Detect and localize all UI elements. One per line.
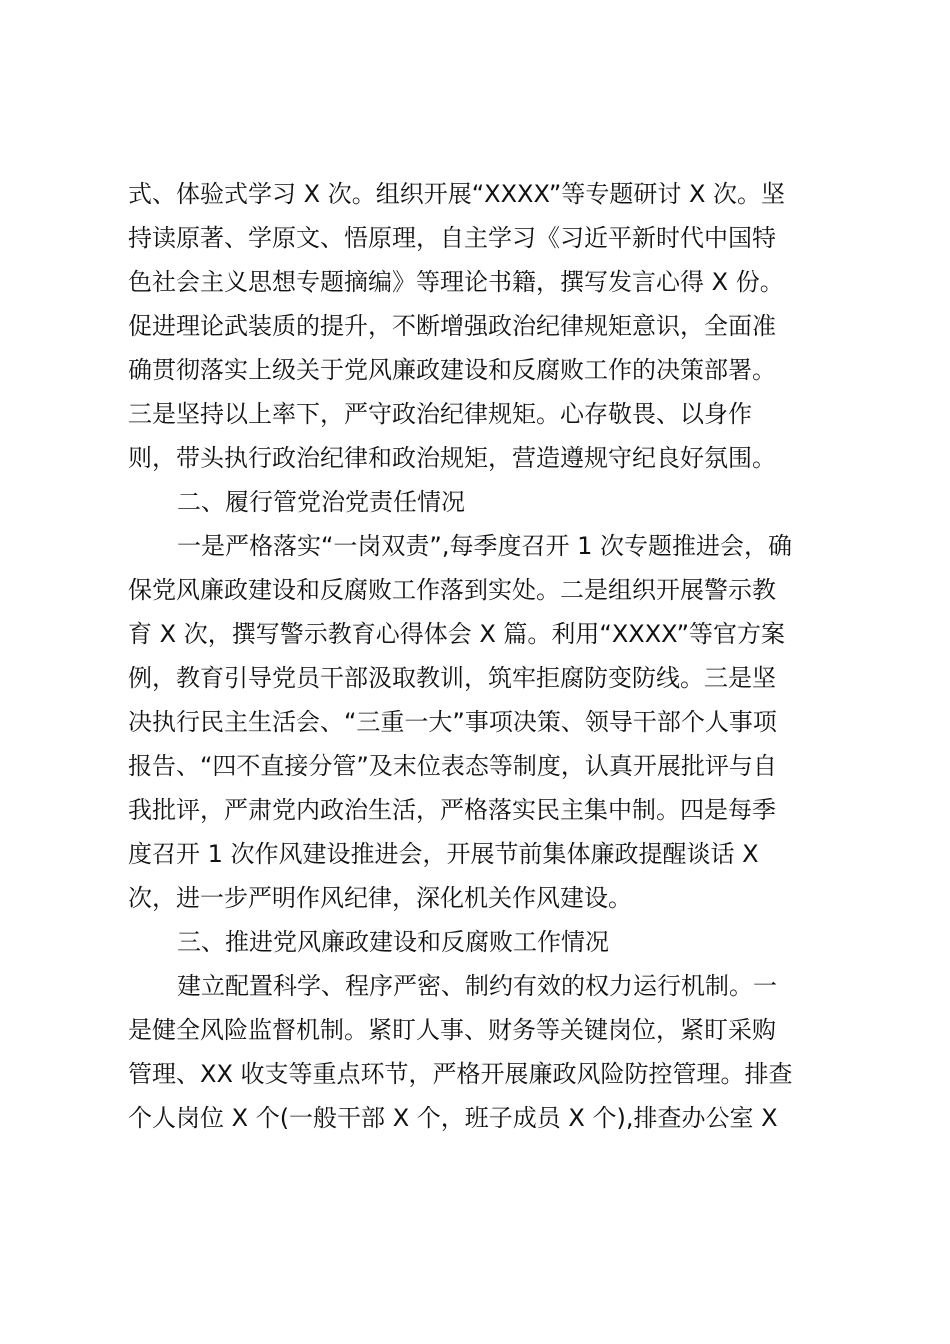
text-line-11: 育 X 次，撰写警示教育心得体会 X 篇。利用“XXXX”等官方案 xyxy=(128,620,786,648)
text-line-19: 建立配置科学、程序严密、制约有效的权力运行机制。一 xyxy=(177,972,777,1000)
text-line-12: 例，教育引导党员干部汲取教训，筑牢拒腐防变防线。三是坚 xyxy=(128,664,776,692)
text-line-1: 式、体验式学习 X 次。组织开展“XXXX”等专题研讨 X 次。坚 xyxy=(128,180,786,208)
text-line-21: 管理、XX 收支等重点环节，严格开展廉政风险防控管理。排查 xyxy=(128,1060,793,1088)
section-heading-3: 三、推进党风廉政建设和反腐败工作情况 xyxy=(177,928,609,956)
text-line-17: 次，进一步严明作风纪律，深化机关作风建设。 xyxy=(128,884,632,912)
text-line-10: 保党风廉政建设和反腐败工作落到实处。二是组织开展警示教 xyxy=(128,576,776,604)
text-line-3: 色社会主义思想专题摘编》等理论书籍，撰写发言心得 X 份。 xyxy=(128,268,784,296)
text-line-22: 个人岗位 X 个(一般干部 X 个，班子成员 X 个),排查办公室 X xyxy=(128,1104,778,1132)
text-line-16: 度召开 1 次作风建设推进会，开展节前集体廉政提醒谈话 X xyxy=(128,840,759,868)
text-line-14: 报告、“四不直接分管”及末位表态等制度，认真开展批评与自 xyxy=(128,752,777,780)
text-line-9: 一是严格落实“一岗双责”,每季度召开 1 次专题推进会，确 xyxy=(177,532,793,560)
text-line-7: 则，带头执行政治纪律和政治规矩，营造遵规守纪良好氛围。 xyxy=(128,444,776,472)
text-line-15: 我批评，严肃党内政治生活，严格落实民主集中制。四是每季 xyxy=(128,796,776,824)
text-line-2: 持读原著、学原文、悟原理，自主学习《习近平新时代中国特 xyxy=(128,224,776,252)
text-line-4: 促进理论武装质的提升，不断增强政治纪律规矩意识，全面准 xyxy=(128,312,776,340)
text-line-6: 三是坚持以上率下，严守政治纪律规矩。心存敬畏、以身作 xyxy=(128,400,752,428)
text-line-13: 决执行民主生活会、“三重一大”事项决策、领导干部个人事项 xyxy=(128,708,777,736)
text-line-5: 确贯彻落实上级关于党风廉政建设和反腐败工作的决策部署。 xyxy=(128,356,776,384)
text-line-20: 是健全风险监督机制。紧盯人事、财务等关键岗位，紧盯采购 xyxy=(128,1016,776,1044)
document-body xyxy=(128,172,838,1140)
section-heading-2: 二、履行管党治党责任情况 xyxy=(177,488,465,516)
